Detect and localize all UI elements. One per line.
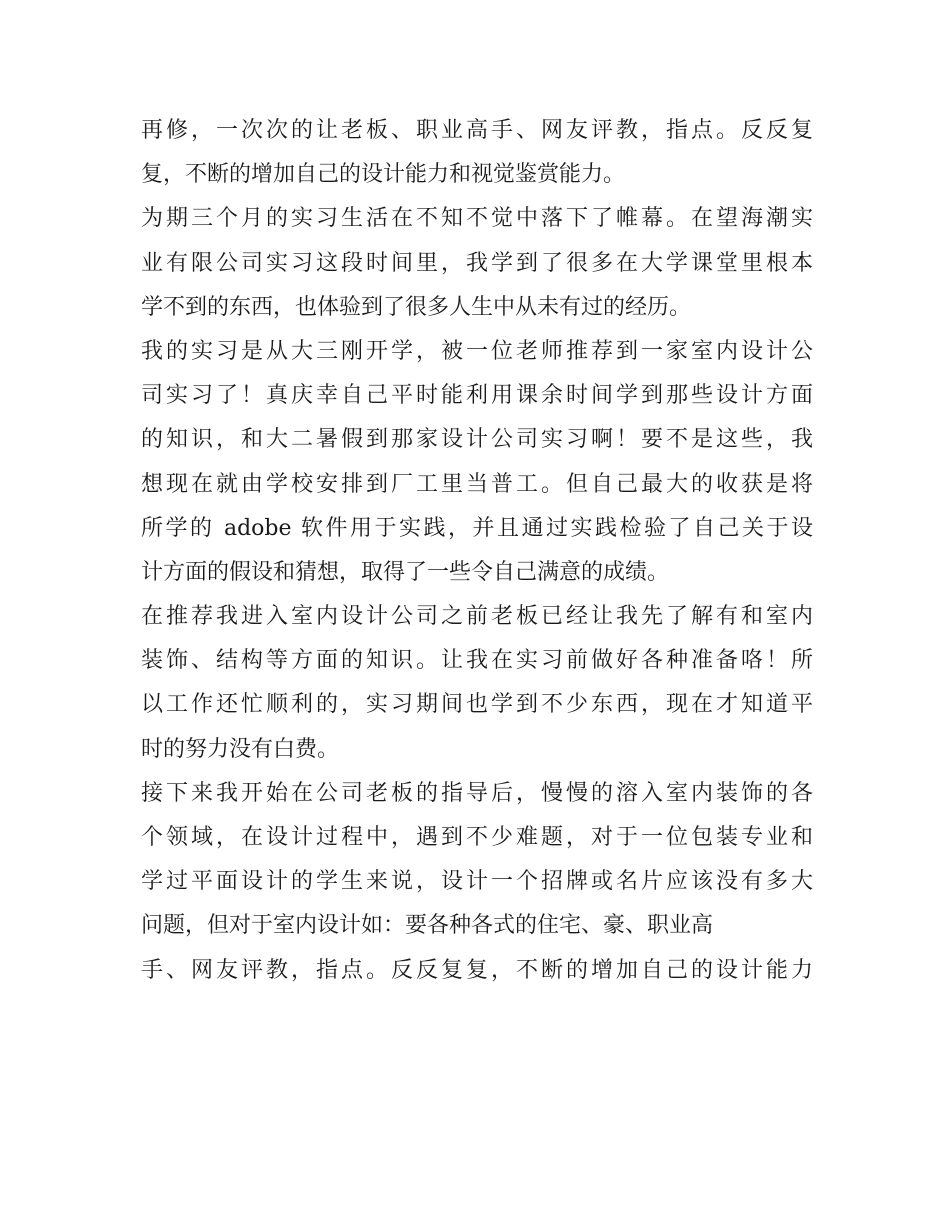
paragraph-1 bbox=[141, 109, 813, 197]
text-line: 学不到的东西，也体验到了很多人生中从未有过的经历。 bbox=[141, 294, 692, 320]
text-line: 个领域，在设计过程中，遇到不少难题，对于一位包装专业和 bbox=[141, 825, 813, 850]
text-line: 为期三个月的实习生活在不知不觉中落下了帷幕。在望海潮实 bbox=[141, 206, 813, 232]
text-line: 复，不断的增加自己的设计能力和视觉鉴赏能力。 bbox=[141, 162, 626, 188]
text-line: 装饰、结构等方面的知识。让我在实习前做好各种准备咯！所 bbox=[141, 648, 813, 674]
text-line: 学过平面设计的学生来说，设计一个招牌或名片应该没有多大 bbox=[141, 869, 813, 895]
text-line: 业有限公司实习这段时间里，我学到了很多在大学课堂里根本 bbox=[141, 250, 813, 276]
text-line: 问题，但对于室内设计如：要各种各式的住宅、豪、职业高 bbox=[141, 913, 714, 939]
paragraph-4 bbox=[141, 595, 813, 772]
text-line: 手、网友评教，指点。反反复复，不断的增加自己的设计能力 bbox=[141, 957, 813, 983]
body-text bbox=[141, 109, 813, 993]
text-line: 以工作还忙顺利的，实习期间也学到不少东西，现在才知道平 bbox=[141, 692, 813, 718]
text-line: 想现在就由学校安排到厂工里当普工。但自己最大的收获是将 bbox=[141, 471, 813, 497]
text-line: 再修，一次次的让老板、职业高手、网友评教，指点。反反复 bbox=[141, 118, 813, 143]
paragraph-2 bbox=[141, 197, 813, 330]
paragraph-5 bbox=[141, 772, 813, 993]
text-line: 计方面的假设和猜想，取得了一些令自己满意的成绩。 bbox=[141, 559, 670, 585]
text-line: 的知识，和大二暑假到那家设计公司实习啊！要不是这些，我 bbox=[141, 427, 813, 453]
text-line: 我的实习是从大三刚开学，被一位老师推荐到一家室内设计公 bbox=[141, 338, 813, 364]
text-line: 所学的 adobe 软件用于实践，并且通过实践检验了自己关于设 bbox=[141, 515, 813, 541]
text-line: 接下来我开始在公司老板的指导后，慢慢的溶入室内装饰的各 bbox=[141, 780, 813, 806]
text-line: 司实习了！真庆幸自己平时能利用课余时间学到那些设计方面 bbox=[141, 383, 813, 409]
paragraph-3 bbox=[141, 330, 813, 595]
text-line: 时的努力没有白费。 bbox=[141, 736, 340, 762]
text-line: 在推荐我进入室内设计公司之前老板已经让我先了解有和室内 bbox=[141, 604, 813, 630]
